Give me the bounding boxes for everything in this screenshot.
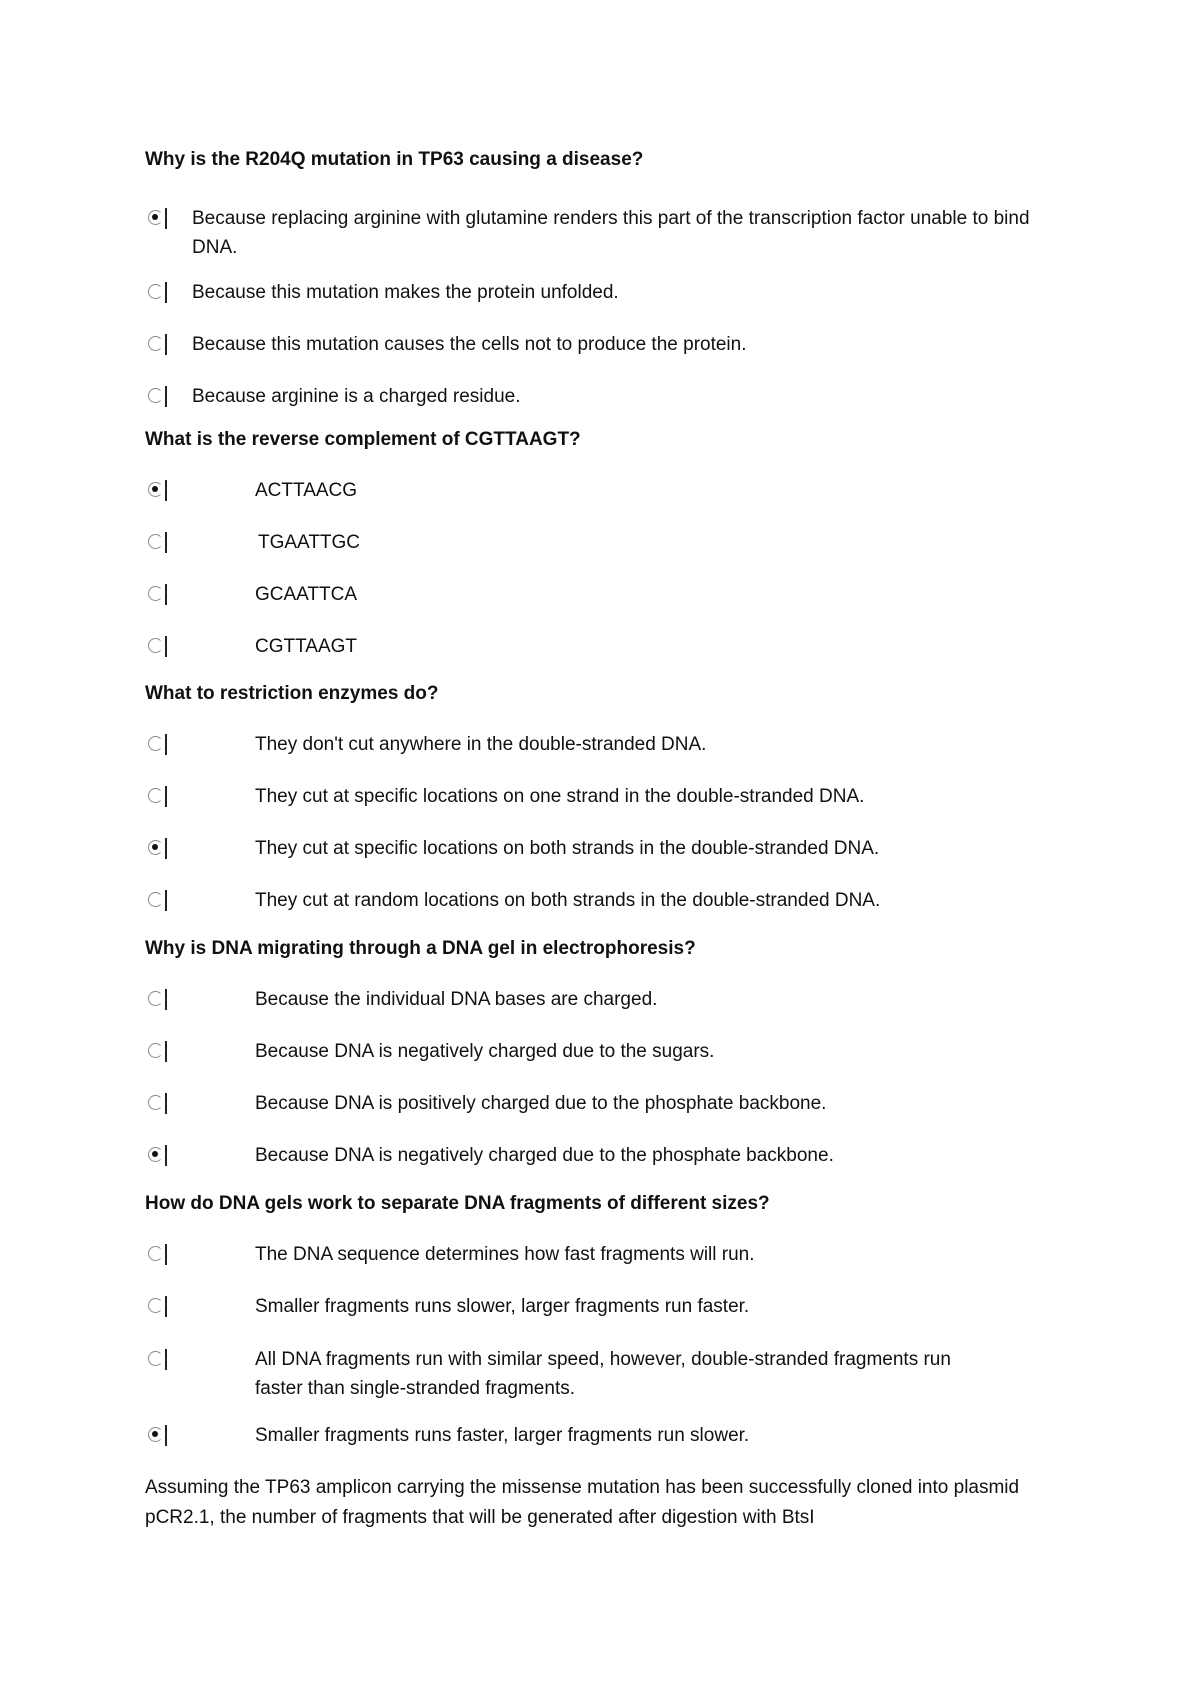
divider-bar xyxy=(165,1349,167,1370)
divider-bar xyxy=(165,838,167,859)
divider-bar xyxy=(165,890,167,911)
divider-bar xyxy=(165,1145,167,1166)
divider-bar xyxy=(165,1244,167,1265)
radio-icon[interactable] xyxy=(148,388,163,403)
divider-bar xyxy=(165,1041,167,1062)
radio-icon[interactable] xyxy=(148,991,163,1006)
option-label: They cut at specific locations on one strand in the double-stranded DNA. xyxy=(255,786,865,807)
option-label: They cut at specific locations on both strands in the double-stranded DNA. xyxy=(255,838,880,859)
option-label: They cut at random locations on both strands in the double-stranded DNA. xyxy=(255,890,881,911)
divider-bar xyxy=(165,1425,167,1446)
radio-icon[interactable] xyxy=(148,1246,163,1261)
option-label: Because this mutation causes the cells not to produce the protein. xyxy=(192,334,747,355)
option-label: CGTTAAGT xyxy=(255,636,358,657)
divider-bar xyxy=(165,208,167,229)
question-1-title: Why is the R204Q mutation in TP63 causing a disease? xyxy=(145,149,644,170)
radio-icon[interactable] xyxy=(148,1095,163,1110)
option-label: Because replacing arginine with glutamine renders this part of the transcription factor unable to bind DNA. xyxy=(192,208,1030,258)
option-label: The DNA sequence determines how fast fragments will run. xyxy=(255,1244,755,1265)
radio-checked-icon[interactable] xyxy=(148,210,163,225)
divider-bar xyxy=(165,786,167,807)
divider-bar xyxy=(165,480,167,501)
radio-icon[interactable] xyxy=(148,788,163,803)
divider-bar xyxy=(165,636,167,657)
radio-icon[interactable] xyxy=(148,586,163,601)
radio-icon[interactable] xyxy=(148,1351,163,1366)
divider-bar xyxy=(165,989,167,1010)
option-label: TGAATTGC xyxy=(258,532,361,553)
radio-checked-icon[interactable] xyxy=(148,1147,163,1162)
radio-checked-icon[interactable] xyxy=(148,482,163,497)
divider-bar xyxy=(165,386,167,407)
divider-bar xyxy=(165,334,167,355)
question-3-title: What to restriction enzymes do? xyxy=(145,683,439,704)
radio-icon[interactable] xyxy=(148,1043,163,1058)
question-4-title: Why is DNA migrating through a DNA gel in electrophoresis? xyxy=(145,938,696,959)
radio-checked-icon[interactable] xyxy=(148,840,163,855)
option-label: Because DNA is negatively charged due to the sugars. xyxy=(255,1041,715,1062)
option-label: Smaller fragments runs slower, larger fragments run faster. xyxy=(255,1296,750,1317)
radio-icon[interactable] xyxy=(148,638,163,653)
radio-icon[interactable] xyxy=(148,534,163,549)
option-label: Because the individual DNA bases are charged. xyxy=(255,989,658,1010)
radio-checked-icon[interactable] xyxy=(148,1427,163,1442)
option-label: GCAATTCA xyxy=(255,584,358,605)
divider-bar xyxy=(165,1296,167,1317)
divider-bar xyxy=(165,584,167,605)
divider-bar xyxy=(165,734,167,755)
question-5-title: How do DNA gels work to separate DNA fragments of different sizes? xyxy=(145,1193,770,1214)
option-label: Smaller fragments runs faster, larger fragments run slower. xyxy=(255,1425,750,1446)
option-label: Because DNA is negatively charged due to the phosphate backbone. xyxy=(255,1145,834,1166)
radio-icon[interactable] xyxy=(148,336,163,351)
option-label: Because this mutation makes the protein unfolded. xyxy=(192,282,619,303)
divider-bar xyxy=(165,282,167,303)
radio-icon[interactable] xyxy=(148,284,163,299)
radio-icon[interactable] xyxy=(148,736,163,751)
divider-bar xyxy=(165,1093,167,1114)
radio-icon[interactable] xyxy=(148,892,163,907)
radio-icon[interactable] xyxy=(148,1298,163,1313)
option-label: All DNA fragments run with similar speed, however, double-stranded fragments run faster than single-stranded fragments. xyxy=(255,1349,951,1399)
option-label: They don't cut anywhere in the double-stranded DNA. xyxy=(255,734,707,755)
option-label: Because arginine is a charged residue. xyxy=(192,386,521,407)
closing-paragraph: Assuming the TP63 amplicon carrying the missense mutation has been successfully cloned into plasmid pCR2.1, the number of fragments that will be generated after digestion with BtsI xyxy=(145,1477,1020,1528)
option-label: Because DNA is positively charged due to the phosphate backbone. xyxy=(255,1093,827,1114)
option-label: ACTTAACG xyxy=(255,480,358,501)
question-2-title: What is the reverse complement of CGTTAAGT? xyxy=(145,429,581,450)
divider-bar xyxy=(165,532,167,553)
